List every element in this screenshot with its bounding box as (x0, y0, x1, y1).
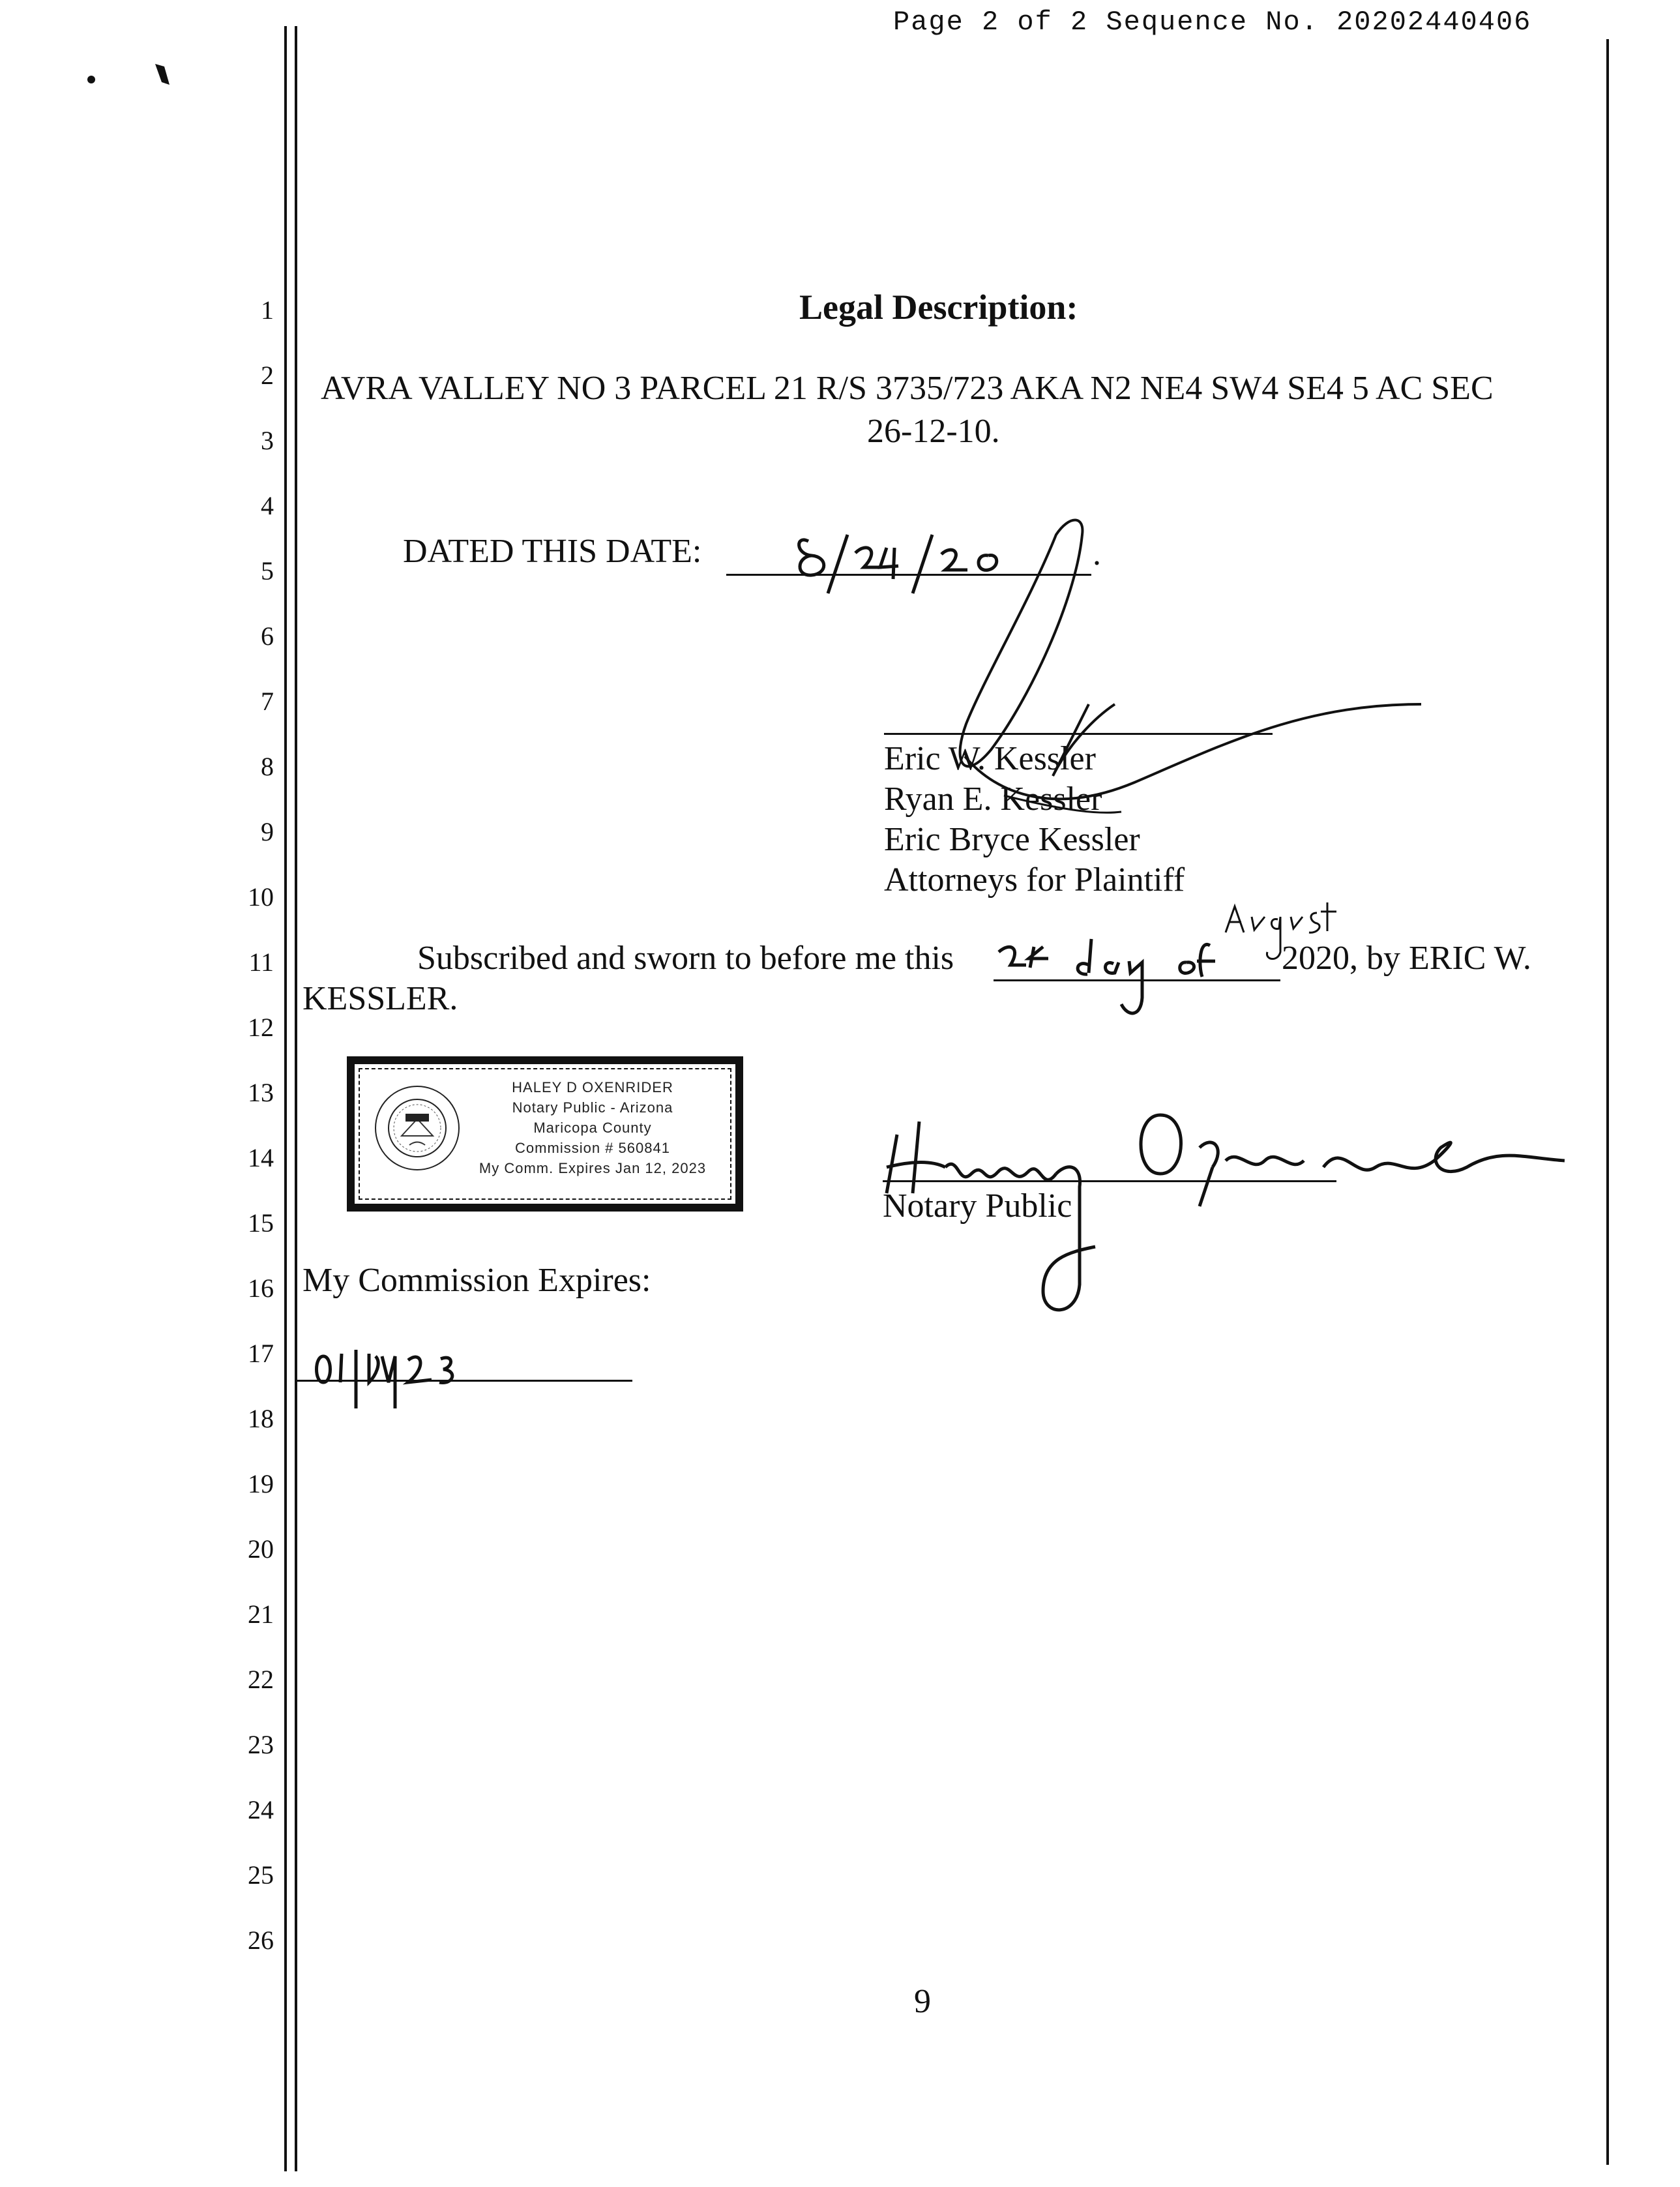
right-margin-rule (1606, 39, 1609, 2165)
left-margin-rule-inner (295, 26, 297, 2171)
handwritten-commission-date (310, 1330, 480, 1415)
line-number: 4 (261, 491, 274, 520)
line-number: 6 (261, 621, 274, 651)
notary-stamp (347, 1056, 743, 1212)
legal-description-line1: AVRA VALLEY NO 3 PARCEL 21 R/S 3735/723 AKA N2 NE4 SW4 SE4 5 AC SEC (321, 370, 1494, 407)
attorney-name-3: Eric Bryce Kessler (884, 821, 1140, 858)
stamp-notary-title: Notary Public - Arizona (512, 1099, 673, 1116)
line-number: 25 (248, 1860, 274, 1890)
subscribed-prefix: Subscribed and sworn to before me this (417, 940, 954, 977)
legal-description-line2: 26-12-10. (867, 413, 1000, 450)
attorney-name-2: Ryan E. Kessler (884, 781, 1102, 818)
legal-description-heading: Legal Description: (799, 288, 1078, 327)
notary-public-title: Notary Public (883, 1187, 1072, 1225)
notary-signature (874, 1095, 1591, 1356)
dated-period: . (1093, 535, 1101, 573)
page-number: 9 (914, 1983, 931, 2020)
line-number: 16 (248, 1273, 274, 1303)
line-number-column (222, 287, 274, 1982)
attorney-name-1: Eric W. Kessler (884, 740, 1096, 777)
line-number: 24 (248, 1795, 274, 1824)
line-number: 23 (248, 1730, 274, 1759)
notary-signature-line (883, 1180, 1336, 1182)
stamp-expiry: My Comm. Expires Jan 12, 2023 (479, 1160, 707, 1176)
stamp-county: Maricopa County (533, 1120, 652, 1136)
line-number: 12 (248, 1013, 274, 1042)
subscribed-suffix: 2020, by ERIC W. (1282, 940, 1531, 977)
attorney-role: Attorneys for Plaintiff (884, 861, 1185, 899)
line-number: 3 (261, 426, 274, 455)
line-number: 1 (261, 295, 274, 325)
page-sequence-header: Page 2 of 2 Sequence No. 20202440406 (893, 7, 1532, 38)
stamp-commission-number: Commission # 560841 (515, 1140, 670, 1156)
line-number: 13 (248, 1078, 274, 1107)
line-number: 26 (248, 1926, 274, 1955)
line-number: 10 (248, 882, 274, 912)
line-number: 5 (261, 556, 274, 586)
dated-label: DATED THIS DATE: (403, 533, 702, 570)
arizona-state-seal-icon (372, 1082, 463, 1174)
line-number: 21 (248, 1599, 274, 1629)
subscribed-line2: KESSLER. (302, 980, 458, 1017)
line-number: 8 (261, 752, 274, 781)
line-number: 14 (248, 1143, 274, 1172)
stamp-notary-name: HALEY D OXENRIDER (512, 1079, 673, 1095)
line-number: 11 (248, 947, 274, 977)
line-number: 2 (261, 361, 274, 390)
scan-speck-marks (78, 59, 196, 98)
line-number: 9 (261, 817, 274, 846)
commission-expires-label: My Commission Expires: (302, 1262, 651, 1299)
line-number: 7 (261, 687, 274, 716)
line-number: 22 (248, 1665, 274, 1694)
line-number: 15 (248, 1208, 274, 1238)
line-number: 18 (248, 1404, 274, 1433)
left-margin-rule-outer (284, 26, 287, 2171)
attorney-signature-line (884, 733, 1273, 735)
line-number: 19 (248, 1469, 274, 1498)
line-number: 17 (248, 1339, 274, 1368)
line-number: 20 (248, 1534, 274, 1564)
